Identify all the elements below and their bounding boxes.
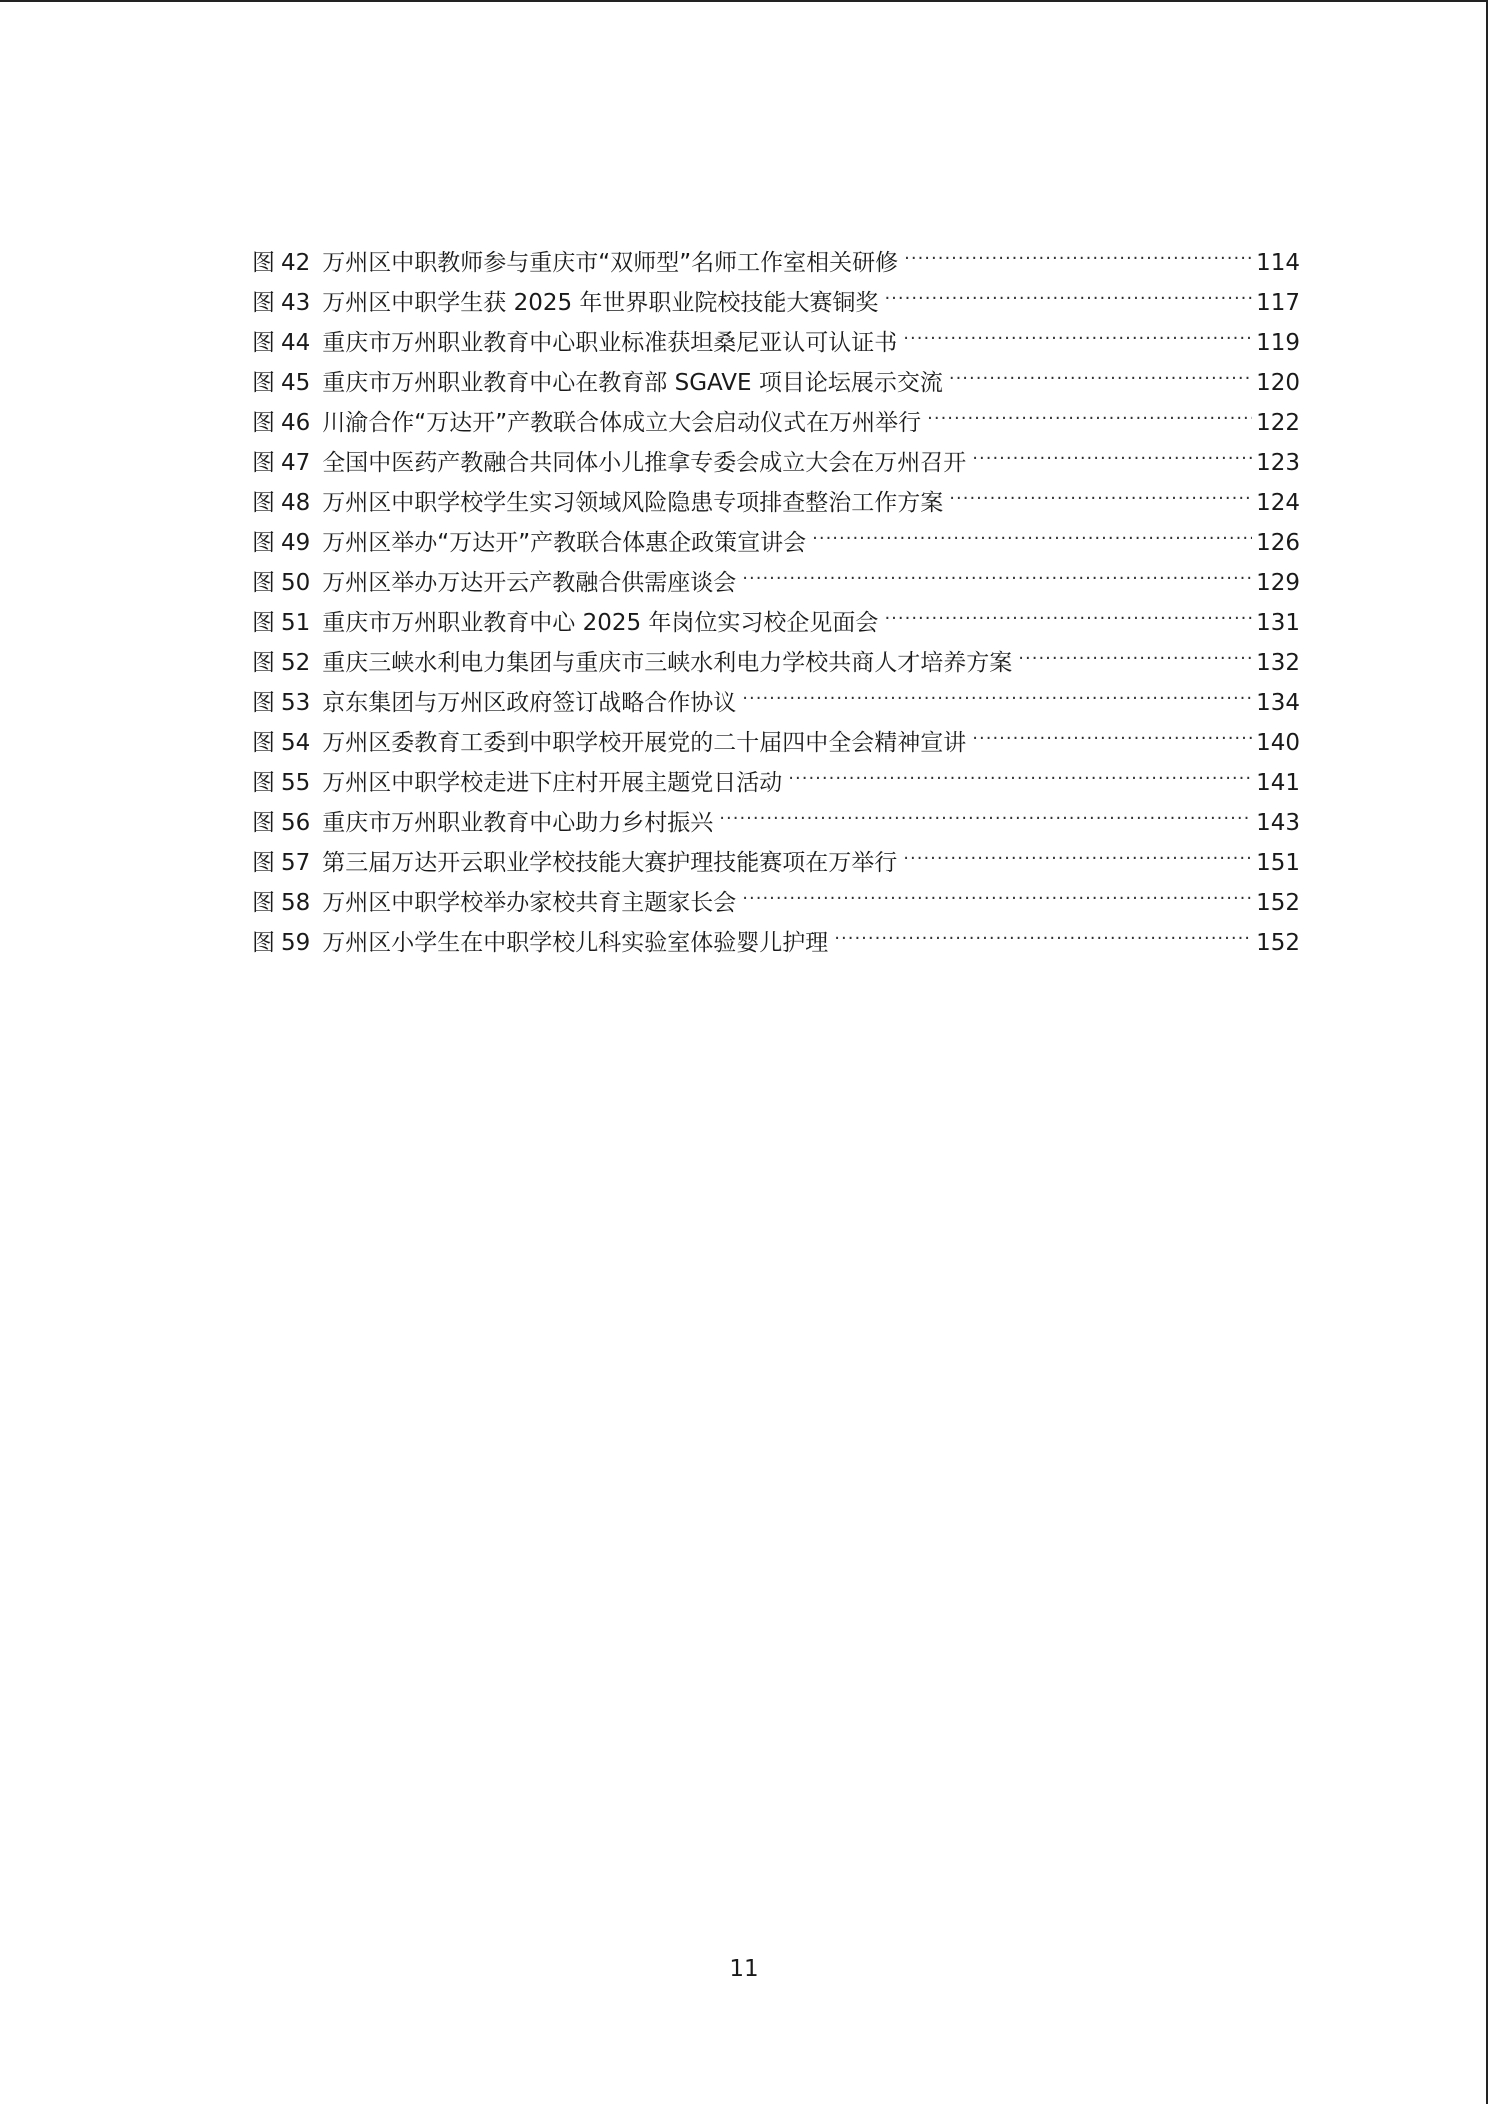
toc-entry-title: 万州区委教育工委到中职学校开展党的二十届四中全会精神宣讲 bbox=[322, 730, 967, 756]
toc-entry-prefix: 图 bbox=[252, 610, 275, 636]
toc-entry-page: 143 bbox=[1256, 810, 1300, 836]
toc-entry[interactable] bbox=[252, 230, 1300, 276]
toc-entry-title: 川渝合作“万达开”产教联合体成立大会启动仪式在万州举行 bbox=[322, 410, 922, 436]
toc-dot-leader bbox=[949, 470, 1252, 510]
toc-entry-page: 122 bbox=[1256, 410, 1300, 436]
page-number: 11 bbox=[729, 1956, 759, 1982]
toc-entry-page: 124 bbox=[1256, 490, 1300, 516]
toc-entry-page: 131 bbox=[1256, 610, 1300, 636]
toc-dot-leader bbox=[949, 350, 1252, 390]
toc-entry-number: 50 bbox=[281, 570, 311, 596]
toc-entry-prefix: 图 bbox=[252, 330, 275, 356]
toc-entry-number: 42 bbox=[281, 250, 311, 276]
toc-entry-page: 151 bbox=[1256, 850, 1300, 876]
toc-entry-title: 万州区中职学校学生实习领域风险隐患专项排查整治工作方案 bbox=[322, 490, 944, 516]
toc-entry-number: 55 bbox=[281, 770, 311, 796]
toc-dot-leader bbox=[742, 550, 1252, 590]
toc-entry-number: 49 bbox=[281, 530, 311, 556]
toc-dot-leader bbox=[834, 910, 1252, 950]
toc-entry-title: 重庆三峡水利电力集团与重庆市三峡水利电力学校共商人才培养方案 bbox=[322, 650, 1013, 676]
toc-entry-prefix: 图 bbox=[252, 290, 275, 316]
toc-entry-prefix: 图 bbox=[252, 490, 275, 516]
toc-dot-leader bbox=[742, 870, 1252, 910]
toc-entry-number: 58 bbox=[281, 890, 311, 916]
toc-entry-title: 重庆市万州职业教育中心助力乡村振兴 bbox=[322, 810, 714, 836]
toc-entry-number: 47 bbox=[281, 450, 311, 476]
figure-list bbox=[252, 230, 1300, 956]
toc-entry-title: 万州区中职学校举办家校共育主题家长会 bbox=[322, 890, 737, 916]
toc-entry-title: 万州区中职学校走进下庄村开展主题党日活动 bbox=[322, 770, 783, 796]
toc-dot-leader bbox=[972, 710, 1252, 750]
toc-dot-leader bbox=[884, 590, 1252, 630]
toc-entry-title: 万州区小学生在中职学校儿科实验室体验婴儿护理 bbox=[322, 930, 829, 956]
toc-dot-leader bbox=[903, 310, 1252, 350]
toc-entry-page: 134 bbox=[1256, 690, 1300, 716]
toc-entry-number: 43 bbox=[281, 290, 311, 316]
toc-entry-prefix: 图 bbox=[252, 770, 275, 796]
toc-entry-number: 51 bbox=[281, 610, 311, 636]
toc-entry-prefix: 图 bbox=[252, 850, 275, 876]
toc-entry-prefix: 图 bbox=[252, 370, 275, 396]
toc-entry-title: 万州区中职教师参与重庆市“双师型”名师工作室相关研修 bbox=[322, 250, 899, 276]
toc-entry-prefix: 图 bbox=[252, 810, 275, 836]
toc-entry-title: 第三届万达开云职业学校技能大赛护理技能赛项在万举行 bbox=[322, 850, 898, 876]
toc-entry-prefix: 图 bbox=[252, 570, 275, 596]
toc-entry-number: 53 bbox=[281, 690, 311, 716]
toc-entry-title: 重庆市万州职业教育中心职业标准获坦桑尼亚认可认证书 bbox=[322, 330, 898, 356]
toc-entry-page: 119 bbox=[1256, 330, 1300, 356]
toc-entry-prefix: 图 bbox=[252, 410, 275, 436]
toc-entry-title: 京东集团与万州区政府签订战略合作协议 bbox=[322, 690, 737, 716]
toc-entry-number: 54 bbox=[281, 730, 311, 756]
toc-entry-prefix: 图 bbox=[252, 690, 275, 716]
toc-dot-leader bbox=[1018, 630, 1252, 670]
toc-entry-number: 48 bbox=[281, 490, 311, 516]
toc-entry-page: 132 bbox=[1256, 650, 1300, 676]
toc-entry-number: 46 bbox=[281, 410, 311, 436]
toc-entry-prefix: 图 bbox=[252, 450, 275, 476]
toc-dot-leader bbox=[788, 750, 1252, 790]
toc-entry-page: 114 bbox=[1256, 250, 1300, 276]
toc-entry-page: 123 bbox=[1256, 450, 1300, 476]
toc-entry-title: 重庆市万州职业教育中心在教育部 SGAVE 项目论坛展示交流 bbox=[322, 370, 943, 396]
toc-entry-title: 全国中医药产教融合共同体小儿推拿专委会成立大会在万州召开 bbox=[322, 450, 967, 476]
toc-entry-number: 44 bbox=[281, 330, 311, 356]
toc-entry-page: 152 bbox=[1256, 930, 1300, 956]
toc-entry-page: 140 bbox=[1256, 730, 1300, 756]
toc-entry-title: 万州区举办万达开云产教融合供需座谈会 bbox=[322, 570, 737, 596]
toc-entry-prefix: 图 bbox=[252, 530, 275, 556]
toc-entry-number: 45 bbox=[281, 370, 311, 396]
toc-entry-prefix: 图 bbox=[252, 730, 275, 756]
toc-dot-leader bbox=[742, 670, 1252, 710]
toc-entry-prefix: 图 bbox=[252, 650, 275, 676]
toc-entry-prefix: 图 bbox=[252, 890, 275, 916]
toc-entry-prefix: 图 bbox=[252, 250, 275, 276]
toc-dot-leader bbox=[903, 830, 1252, 870]
toc-entry-title: 万州区举办“万达开”产教联合体惠企政策宣讲会 bbox=[322, 530, 807, 556]
toc-entry-page: 141 bbox=[1256, 770, 1300, 796]
toc-entry-number: 56 bbox=[281, 810, 311, 836]
toc-entry-number: 57 bbox=[281, 850, 311, 876]
toc-dot-leader bbox=[812, 510, 1252, 550]
toc-entry-prefix: 图 bbox=[252, 930, 275, 956]
toc-dot-leader bbox=[927, 390, 1252, 430]
toc-entry-number: 52 bbox=[281, 650, 311, 676]
toc-entry-title: 重庆市万州职业教育中心 2025 年岗位实习校企见面会 bbox=[322, 610, 879, 636]
toc-entry-page: 117 bbox=[1256, 290, 1300, 316]
toc-entry-number: 59 bbox=[281, 930, 311, 956]
toc-dot-leader bbox=[884, 270, 1252, 310]
toc-entry-page: 152 bbox=[1256, 890, 1300, 916]
toc-entry-page: 129 bbox=[1256, 570, 1300, 596]
toc-entry-page: 126 bbox=[1256, 530, 1300, 556]
toc-dot-leader bbox=[719, 790, 1252, 830]
toc-entry-title: 万州区中职学生获 2025 年世界职业院校技能大赛铜奖 bbox=[322, 290, 879, 316]
toc-entry-page: 120 bbox=[1256, 370, 1300, 396]
toc-dot-leader bbox=[972, 430, 1252, 470]
toc-dot-leader bbox=[904, 230, 1252, 270]
